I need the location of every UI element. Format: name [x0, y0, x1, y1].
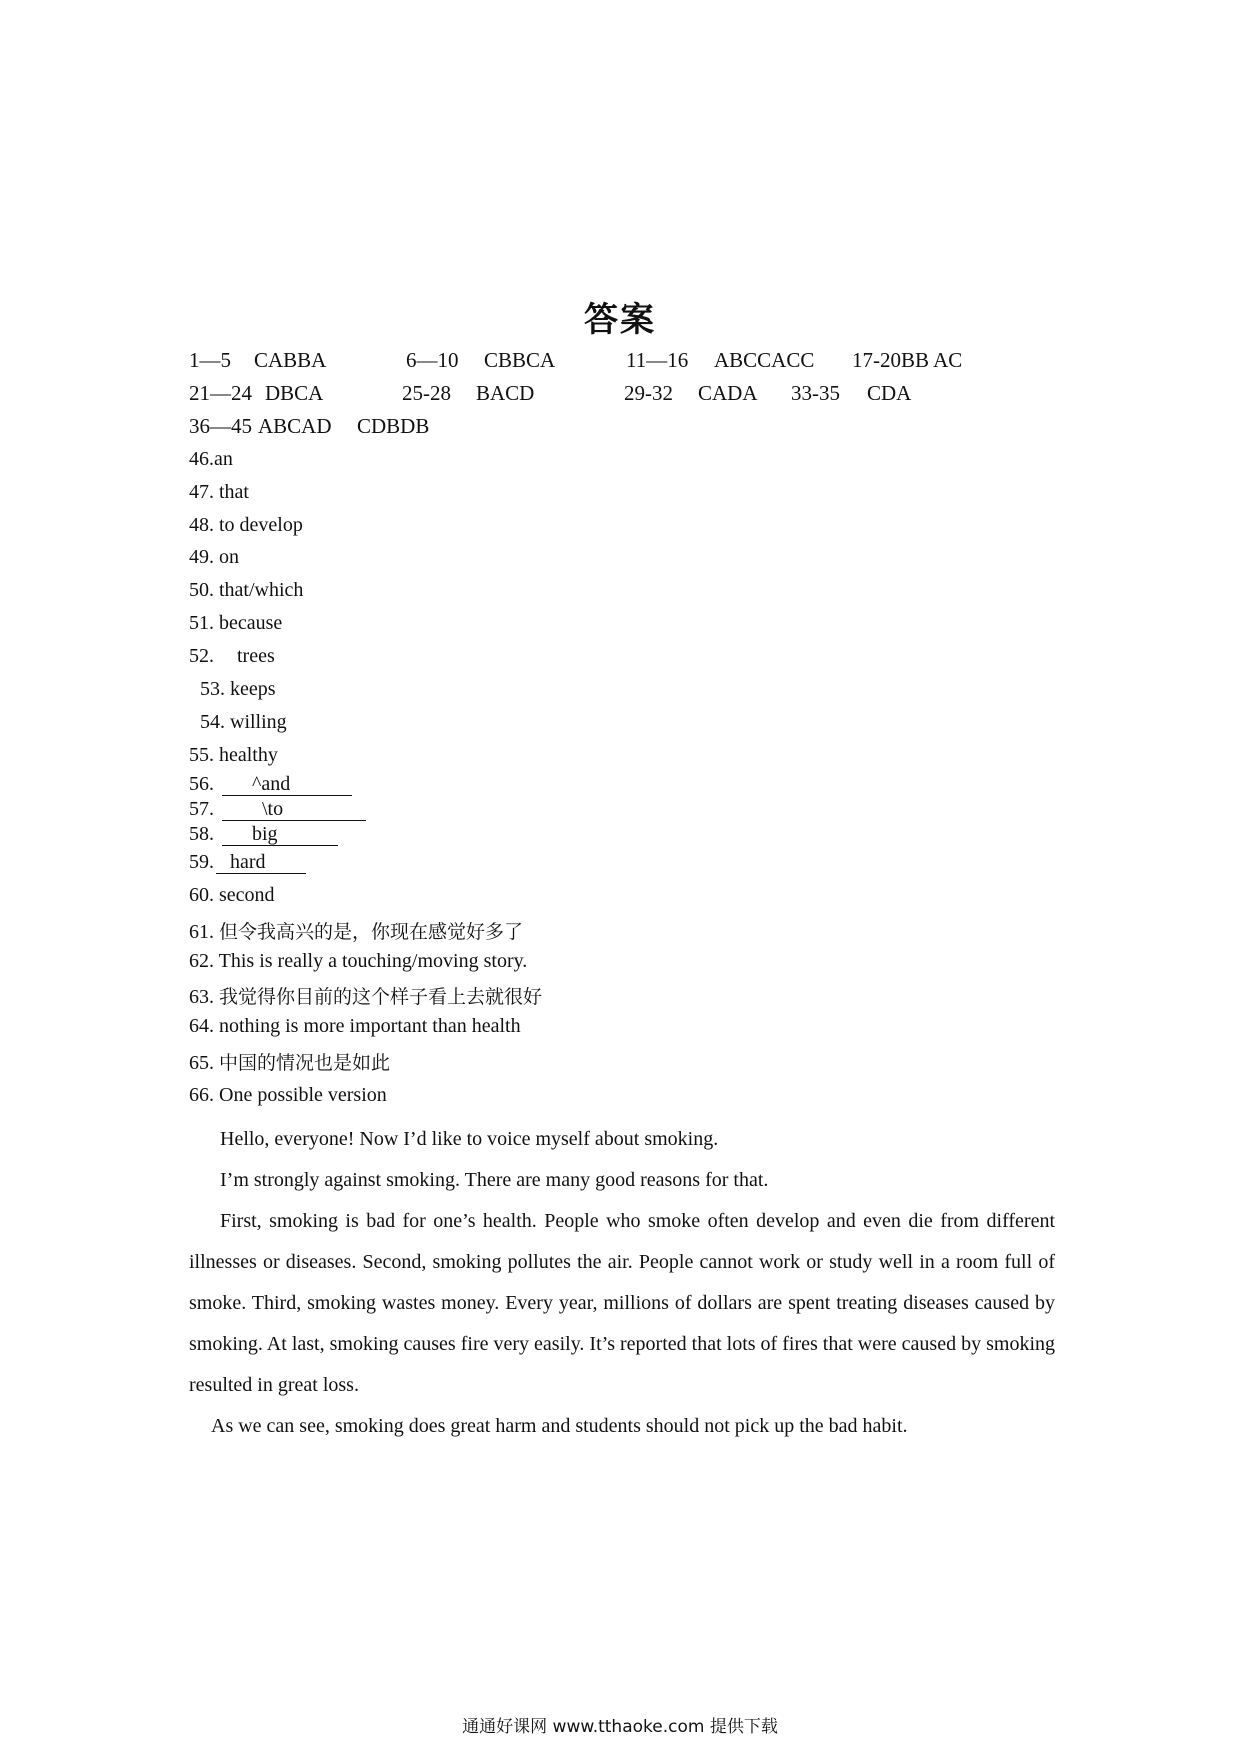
- answer-blank: ^and: [222, 773, 352, 796]
- footer-source: 通通好课网 www.tthaoke.com 提供下载: [462, 1717, 778, 1737]
- mc-answers: CABBA: [254, 348, 327, 372]
- answer-66: 66. One possible version: [189, 1084, 387, 1106]
- mc-answers: CDBDB: [357, 414, 430, 438]
- answer-52: 52. trees: [189, 645, 275, 667]
- answer-46: 46.an: [189, 448, 233, 470]
- mc-range: 1—5: [189, 348, 231, 372]
- mc-range: 11—16: [626, 348, 689, 372]
- mc-range: 33-35: [791, 381, 840, 405]
- page-title: 答案: [584, 300, 656, 340]
- answer-blank: big: [222, 823, 338, 846]
- answer-59: 59. hard: [189, 851, 306, 874]
- answer-65: 65. 中国的情况也是如此: [189, 1052, 391, 1074]
- answer-62: 62. This is really a touching/moving story.: [189, 950, 528, 972]
- mc-range: 25-28: [402, 381, 451, 405]
- answer-63: 63. 我觉得你目前的这个样子看上去就很好: [189, 986, 543, 1008]
- mc-answers: CADA: [698, 381, 758, 405]
- answer-60: 60. second: [189, 884, 275, 906]
- mc-answers: CDA: [867, 381, 912, 405]
- mc-answers: DBCA: [265, 381, 324, 405]
- essay-paragraph: As we can see, smoking does great harm and students should not pick up the bad habit.: [211, 1415, 908, 1437]
- essay-paragraph: I’m strongly against smoking. There are many good reasons for that.: [220, 1169, 769, 1191]
- answer-53: 53. keeps: [200, 678, 276, 700]
- mc-range: 17-20BB AC: [852, 348, 963, 372]
- mc-range: 29-32: [624, 381, 673, 405]
- answer-48: 48. to develop: [189, 514, 303, 536]
- mc-range: 6—10: [406, 348, 459, 372]
- answer-47: 47. that: [189, 481, 249, 503]
- answer-61: 61. 但令我高兴的是，你现在感觉好多了: [189, 921, 524, 943]
- essay-paragraph: First, smoking is bad for one’s health. People who smoke often develop and even die from different illnesses or diseases. Second, smoking pollutes the air. People cannot work or study well in a room full of smoke. Third, smoking wastes money. Every year, millions of dollars are spent treating diseases caused by smoking. At last, smoking causes fire very easily. It’s reported that lots of fires that were caused by smoking resulted in great loss.: [189, 1210, 1055, 1396]
- answer-58: 58. big: [189, 823, 338, 846]
- mc-answers: CBBCA: [484, 348, 556, 372]
- answer-blank: hard: [216, 851, 306, 874]
- answer-64: 64. nothing is more important than health: [189, 1015, 521, 1037]
- mc-answers: ABCCACC: [714, 348, 815, 372]
- answer-blank: \to: [222, 798, 366, 821]
- mc-answers: ABCAD: [258, 414, 332, 438]
- answer-55: 55. healthy: [189, 744, 278, 766]
- answer-51: 51. because: [189, 612, 283, 634]
- answer-54: 54. willing: [200, 711, 287, 733]
- sample-essay: [189, 1119, 1055, 1447]
- essay-paragraph: Hello, everyone! Now I’d like to voice myself about smoking.: [220, 1128, 719, 1150]
- mc-range: 36—45: [189, 414, 252, 438]
- mc-range: 21—24: [189, 381, 252, 405]
- answer-49: 49. on: [189, 546, 239, 568]
- answer-57: 57. \to: [189, 798, 366, 821]
- mc-answers: BACD: [476, 381, 535, 405]
- answer-50: 50. that/which: [189, 579, 304, 601]
- answer-56: 56. ^and: [189, 773, 352, 796]
